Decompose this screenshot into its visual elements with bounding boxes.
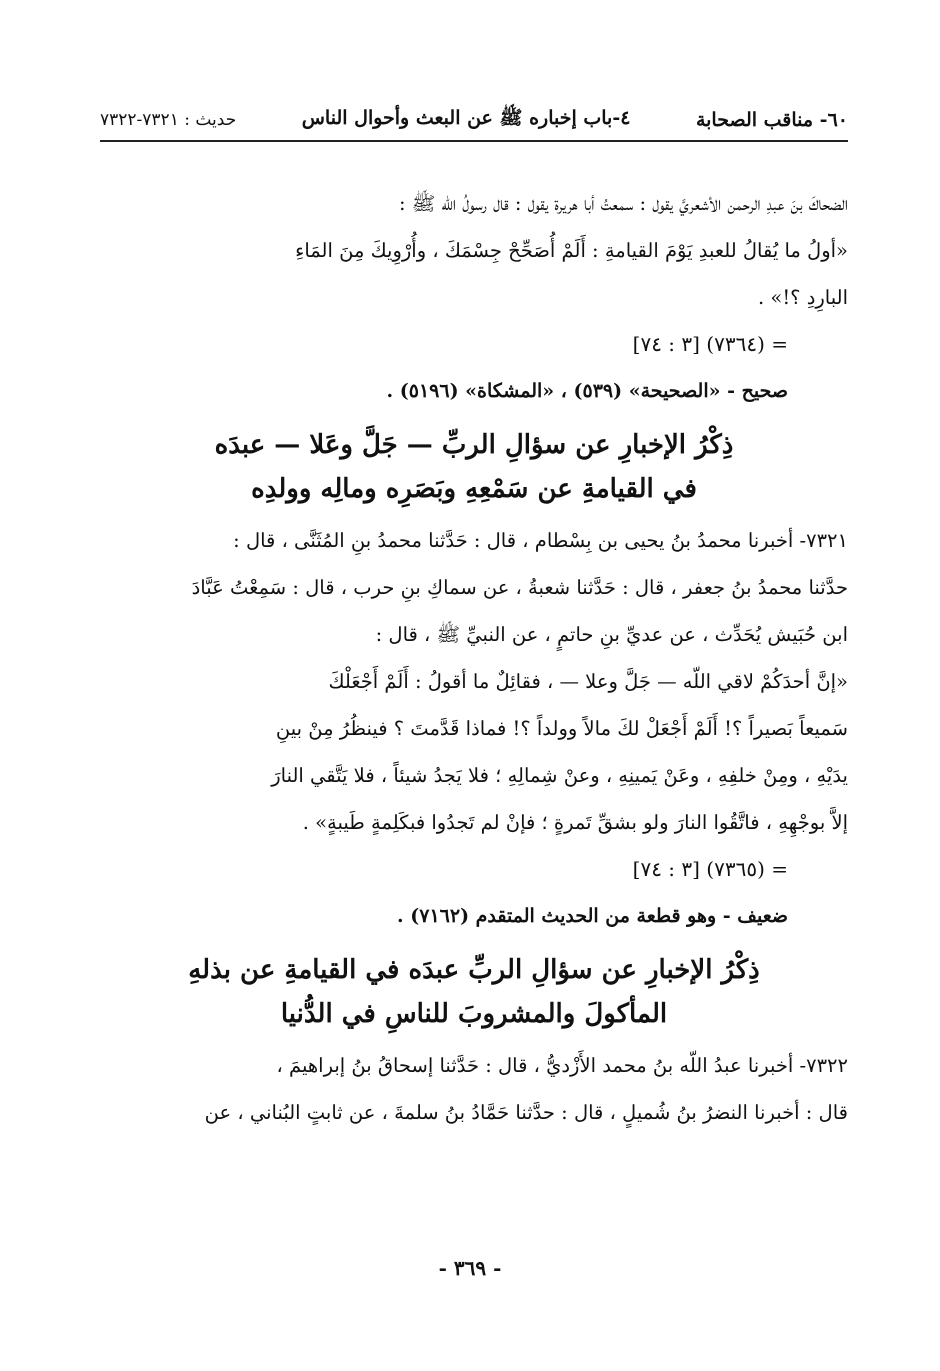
page-body bbox=[100, 180, 848, 1136]
text-line: البارِدِ ؟!» . bbox=[758, 286, 848, 309]
section-heading-line: في القيامةِ عن سَمْعِهِ وبَصَرِه ومالِه وولدِه bbox=[251, 474, 697, 504]
cross-reference: = (٧٣٦٤) [٣ : ٧٤] bbox=[632, 332, 788, 356]
hadith-grade: صحيح - «الصحيحة» (٥٣٩) ، «المشكاة» (٥١٩٦) . bbox=[386, 380, 788, 402]
section-heading bbox=[100, 423, 848, 511]
section-heading-line: ذِكْرُ الإخبارِ عن سؤالِ الربِّ — جَلَّ وعَلا — عبدَه bbox=[214, 430, 734, 460]
text-line: حدَّثنا محمدُ بنُ جعفر ، قال : حَدَّثنا شعبةُ ، عن سماكِ بنِ حرب ، قال : سَمِعْتُ عَبَّادَ bbox=[191, 576, 848, 599]
section-heading-line: ذِكْرُ الإخبارِ عن سؤالِ الربِّ عبدَه في القيامةِ عن بذلهِ bbox=[188, 955, 760, 985]
header-chapter: ٦٠- مناقب الصحابة bbox=[695, 109, 848, 131]
section-heading bbox=[100, 948, 848, 1036]
header-section: ٤-باب إخباره ﷺ عن البعث وأحوال الناس bbox=[301, 107, 631, 129]
text-line: «أولُ ما يُقالُ للعبدِ يَوْمَ القيامةِ : أَلَمْ أُصَحِّحْ جِسْمَكَ ، وأُرْوِيكَ مِنَ المَاءِ bbox=[295, 239, 848, 262]
text-line: سَميعاً بَصيراً ؟! أَلَمْ أَجْعَلْ لكَ مالاً وولداً ؟! فماذا قَدَّمتَ ؟ فينظُرُ مِنْ بينِ bbox=[275, 717, 848, 740]
page-number: - ٣٦٩ - bbox=[438, 1256, 502, 1280]
text-line: «إنَّ أحدَكُمْ لاقي اللّه — جَلَّ وعلا — ، فقائِلٌ ما أقولُ : أَلَمْ أَجْعَلْكَ bbox=[328, 670, 848, 693]
text-line: إلاَّ بوجْهِهِ ، فاتَّقُوا النارَ ولو بشقِّ تَمرةٍ ؛ فإنْ لم تَجدُوا فبكَلِمةٍ طَيبةٍ» . bbox=[302, 811, 848, 834]
text-line: ٧٣٢٢- أخبرنا عبدُ اللّه بنُ محمد الأَزْديُّ ، قال : حَدَّثنا إسحاقُ بنُ إبراهيمَ ، bbox=[276, 1054, 848, 1077]
cross-reference: = (٧٣٦٥) [٣ : ٧٤] bbox=[632, 857, 788, 881]
text-line: ٧٣٢١- أخبرنا محمدُ بنُ يحيى بن بِسْطام ، قال : حَدَّثنا محمدُ بنِ المُثَنَّى ، قال : bbox=[233, 529, 848, 552]
running-header bbox=[100, 100, 848, 142]
text-line: ابن حُبَيش يُحَدِّث ، عن عديِّ بنِ حاتمٍ ، عن النبيِّ ﷺ ، قال : bbox=[375, 623, 848, 646]
header-hadith-range: حديث : ٧٣٢١-٧٣٢٢ bbox=[100, 110, 237, 130]
text-line: قال : أخبرنا النضرُ بنُ شُميلٍ ، قال : حدَّثنا حَمَّادُ بنُ سلمةَ ، عن ثابتٍ البُناني ، عن bbox=[204, 1101, 848, 1124]
hadith-grade: ضعيف - وهو قطعة من الحديث المتقدم (٧١٦٢) . bbox=[397, 905, 788, 927]
text-line: يدَيْهِ ، ومِنْ خلفِهِ ، وعَنْ يَمينِهِ ، وعنْ شِمالِهِ ؛ فلا يَجدُ شيئاً ، فلا يَتَّقي النارَ bbox=[271, 764, 848, 787]
section-heading-line: المأكولَ والمشروبَ للناسِ في الدُّنيا bbox=[280, 999, 668, 1029]
text-line: الضحاكَ بنَ عبدِ الرحمن الأشعريَّ يقول : سمعتُ أبا هريرة يقول : قال رسولُ اللّه ﷺ : bbox=[398, 192, 848, 215]
